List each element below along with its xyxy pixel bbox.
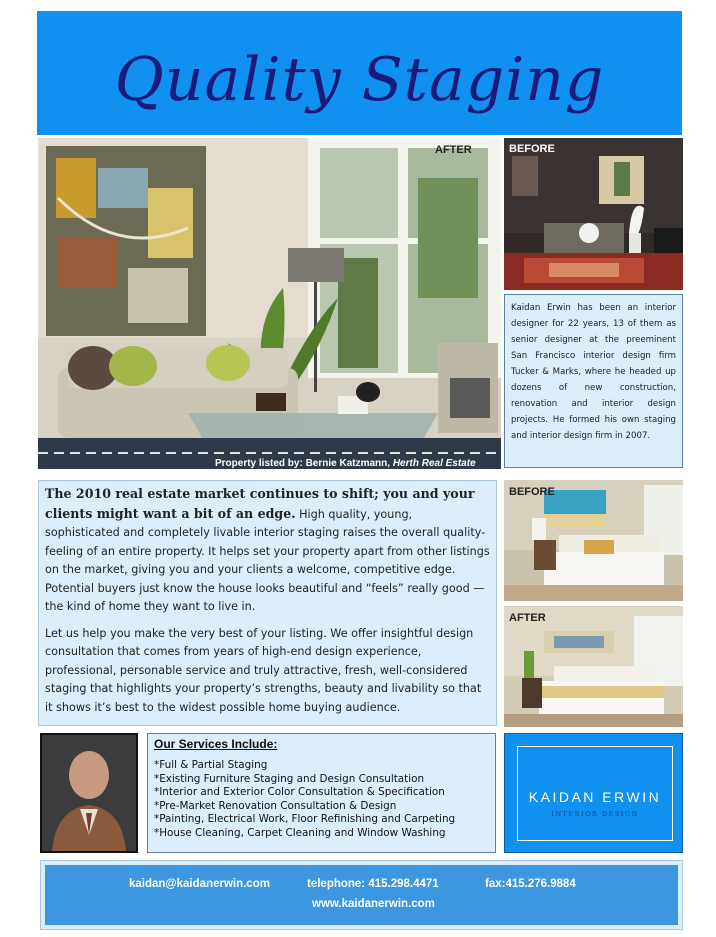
logo-name: KAIDAN ERWIN xyxy=(528,789,662,805)
email-link[interactable]: kaidan@kaidanerwin.com xyxy=(129,878,270,890)
before-living-room-photo xyxy=(504,138,683,290)
service-item: *House Cleaning, Carpet Cleaning and Window Washing xyxy=(154,826,446,839)
logo-subtitle: INTERIOR DESIGN xyxy=(551,810,639,818)
contact-band xyxy=(45,865,678,925)
logo-frame xyxy=(517,746,673,841)
before-bedroom-tag: BEFORE xyxy=(509,486,555,498)
property-credit xyxy=(215,458,476,469)
after-tag: AFTER xyxy=(435,144,472,156)
services-box xyxy=(147,733,496,853)
service-item: *Pre-Market Renovation Consultation & Design xyxy=(154,799,397,812)
bio-text: Kaidan Erwin has been an interior designer for 22 years, 13 of them as senior designer at the preeminent San Francisco interior design firm Tucker & Marks, where he headed up dozens of new construction, renovation and interior design projects. He formed his own staging and interior design firm in 2007. xyxy=(511,303,676,441)
website-link[interactable]: www.kaidanerwin.com xyxy=(312,898,435,910)
service-item: *Interior and Exterior Color Consultation & Specification xyxy=(154,786,445,799)
credit-prefix: Property listed by: Bernie Katzmann, xyxy=(215,458,393,469)
service-item: *Existing Furniture Staging and Design Consultation xyxy=(154,772,425,785)
before-bedroom-photo xyxy=(504,480,683,601)
header-banner xyxy=(37,11,682,135)
before-tag: BEFORE xyxy=(509,143,555,155)
company-logo xyxy=(504,733,683,853)
page-title: Quality Staging xyxy=(114,45,605,115)
main-copy xyxy=(38,480,497,726)
second-paragraph: Let us help you make the very best of your listing. We offer insightful design consultation that comes from years of high-end design experience, professional, personable service and truly attractive, fresh, well-considered staging that highlights your property’s strengths, beauty and livability so that it shows it’s best to the widest possible home buying audience. xyxy=(45,626,482,714)
service-item: *Painting, Electrical Work, Floor Refinishing and Carpeting xyxy=(154,813,456,826)
lead-bold: The 2010 real estate market continues to shift; you and your clients might want a bit of an edge. xyxy=(45,486,475,521)
services-title: Our Services Include: xyxy=(154,737,278,751)
after-bedroom-tag: AFTER xyxy=(509,612,546,624)
designer-bio xyxy=(504,294,683,468)
after-bedroom-photo xyxy=(504,606,683,727)
service-item: *Full & Partial Staging xyxy=(154,759,268,771)
after-living-room-photo xyxy=(38,138,501,469)
credit-agency: Herth Real Estate xyxy=(392,458,476,469)
lead-paragraph xyxy=(45,485,490,617)
phone-number: telephone: 415.298.4471 xyxy=(307,878,439,890)
fax-number: fax:415.276.9884 xyxy=(485,878,576,890)
designer-portrait xyxy=(40,733,138,853)
lead-rest: High quality, young, sophisticated and completely livable interior staging raises the overall quality-feeling of an entire property. It helps set your property apart from other listings on the market, giving you and your clients a welcome, competitive edge. Potential buyers just know the house looks beautiful and “feels” really good — the kind of home they want to live in. xyxy=(45,507,490,613)
contact-footer xyxy=(40,860,683,930)
